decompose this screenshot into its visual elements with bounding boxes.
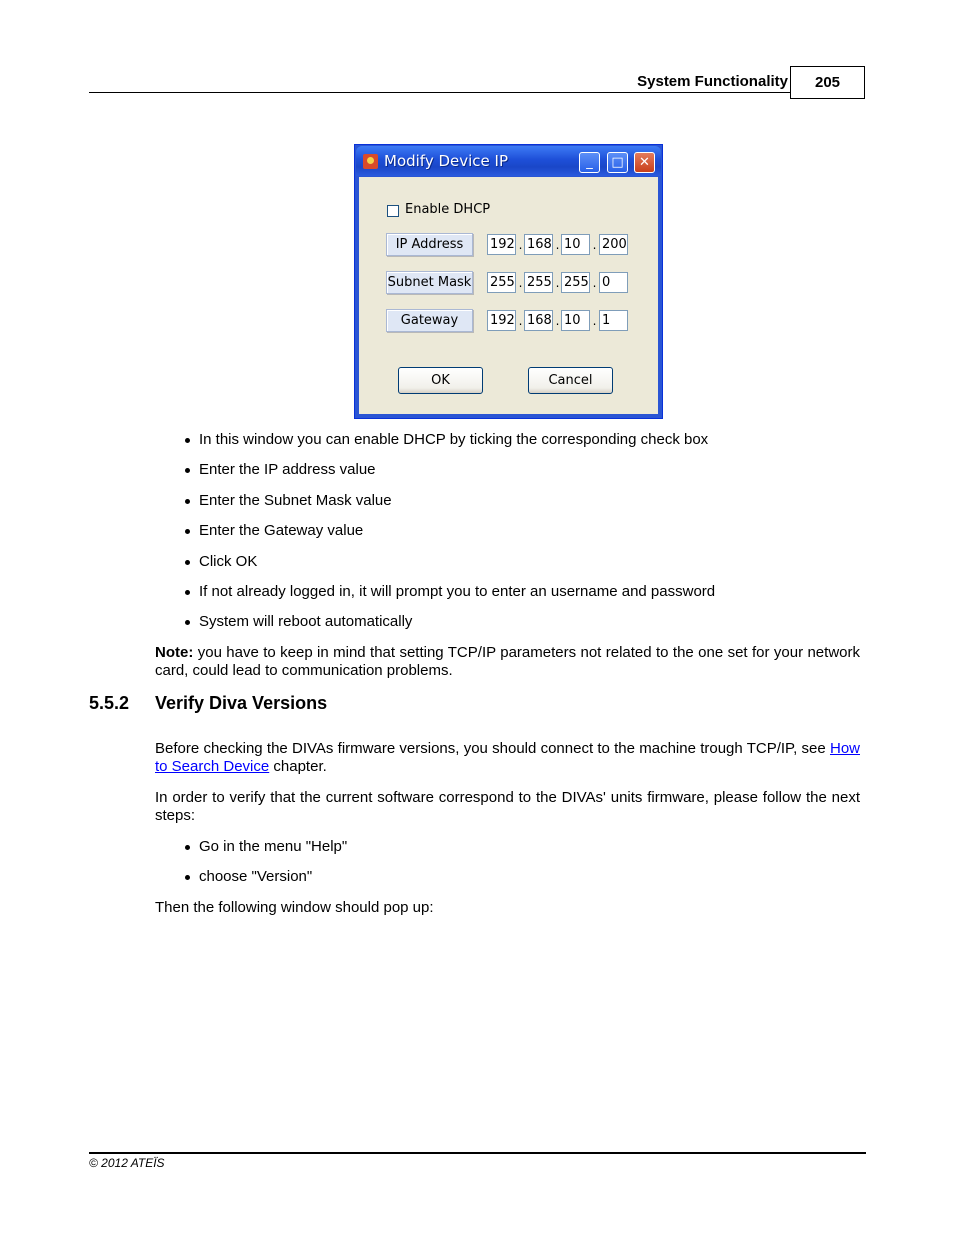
bullet-icon [185,620,190,625]
ip-octet-4[interactable]: 200 [599,234,628,255]
list-item: If not already logged in, it will prompt you to enter an username and password [199,583,716,600]
list-item: choose "Version" [199,868,313,885]
enable-dhcp-label: Enable DHCP [405,202,491,217]
ip-octet-2[interactable]: 168 [524,234,553,255]
gateway-octet-3[interactable]: 10 [561,310,590,331]
list-item: System will reboot automatically [199,613,413,630]
close-icon: ✕ [639,155,650,170]
footer-rule [89,1152,866,1154]
mask-octet-4[interactable]: 0 [599,272,628,293]
mask-octet-1[interactable]: 255 [487,272,516,293]
minimize-button[interactable] [579,152,600,173]
dialog-title: Modify Device IP [384,152,509,170]
list-item: Enter the Subnet Mask value [199,492,392,509]
maximize-icon: □ [611,155,624,170]
gateway-octet-2[interactable]: 168 [524,310,553,331]
bullet-icon [185,529,190,534]
mask-octet-2[interactable]: 255 [524,272,553,293]
how-to-search-device-link[interactable]: How to Search Device [155,740,860,775]
intro-paragraph [155,740,860,776]
mask-dot: . [555,276,560,290]
modify-device-ip-dialog [354,144,663,419]
subnet-mask-button[interactable]: Subnet Mask [386,271,473,294]
bullet-icon [185,560,190,565]
ip-address-button[interactable]: IP Address [386,233,473,256]
bullet-icon [185,499,190,504]
enable-dhcp-checkbox[interactable] [387,205,399,217]
mask-octet-3[interactable]: 255 [561,272,590,293]
bullet-icon [185,438,190,443]
ip-dot: . [555,238,560,252]
ip-dot: . [518,238,523,252]
section-number: 5.5.2 [89,693,130,713]
bullet-icon [185,845,190,850]
closing-text: Then the following window should pop up: [155,899,434,916]
minimize-icon: _ [586,155,593,170]
ip-dot: . [592,238,597,252]
gateway-octet-4[interactable]: 1 [599,310,628,331]
list-item: Enter the IP address value [199,461,376,478]
list-item: In this window you can enable DHCP by ticking the corresponding check box [199,431,709,448]
mask-dot: . [518,276,523,290]
page-number: 205 [790,66,865,99]
instructions-paragraph: In order to verify that the current software correspond to the DIVAs' units firmware, please follow the next steps: [155,789,860,824]
ip-octet-3[interactable]: 10 [561,234,590,255]
ip-octet-1[interactable]: 192 [487,234,516,255]
app-icon [363,154,378,169]
gateway-dot: . [592,314,597,328]
note-text: you have to keep in mind that setting TCP/IP parameters not related to the one set for your network card, could lead to communication problems. [155,644,860,679]
list-item: Go in the menu "Help" [199,838,348,855]
header-rule [89,92,791,93]
intro-text-end: chapter. [269,758,327,775]
copyright: © 2012 ATEÏS [89,1156,165,1170]
gateway-dot: . [518,314,523,328]
note-label: Note: [155,644,194,661]
bullet-icon [185,468,190,473]
ok-button[interactable]: OK [398,367,483,394]
gateway-button[interactable]: Gateway [386,309,473,332]
bullet-icon [185,590,190,595]
mask-dot: . [592,276,597,290]
dialog-body [359,177,658,414]
list-item: Click OK [199,553,258,570]
gateway-dot: . [555,314,560,328]
section-title: Verify Diva Versions [155,693,328,713]
dialog-title-bar[interactable] [356,146,661,176]
cancel-button[interactable]: Cancel [528,367,613,394]
note-paragraph [155,644,860,680]
bullet-icon [185,875,190,880]
maximize-button[interactable] [607,152,628,173]
gateway-octet-1[interactable]: 192 [487,310,516,331]
running-header-title: System Functionality [637,73,788,90]
close-button[interactable] [634,152,655,173]
intro-text: Before checking the DIVAs firmware versions, you should connect to the machine trough TCP/IP, see [155,740,830,757]
list-item: Enter the Gateway value [199,522,364,539]
